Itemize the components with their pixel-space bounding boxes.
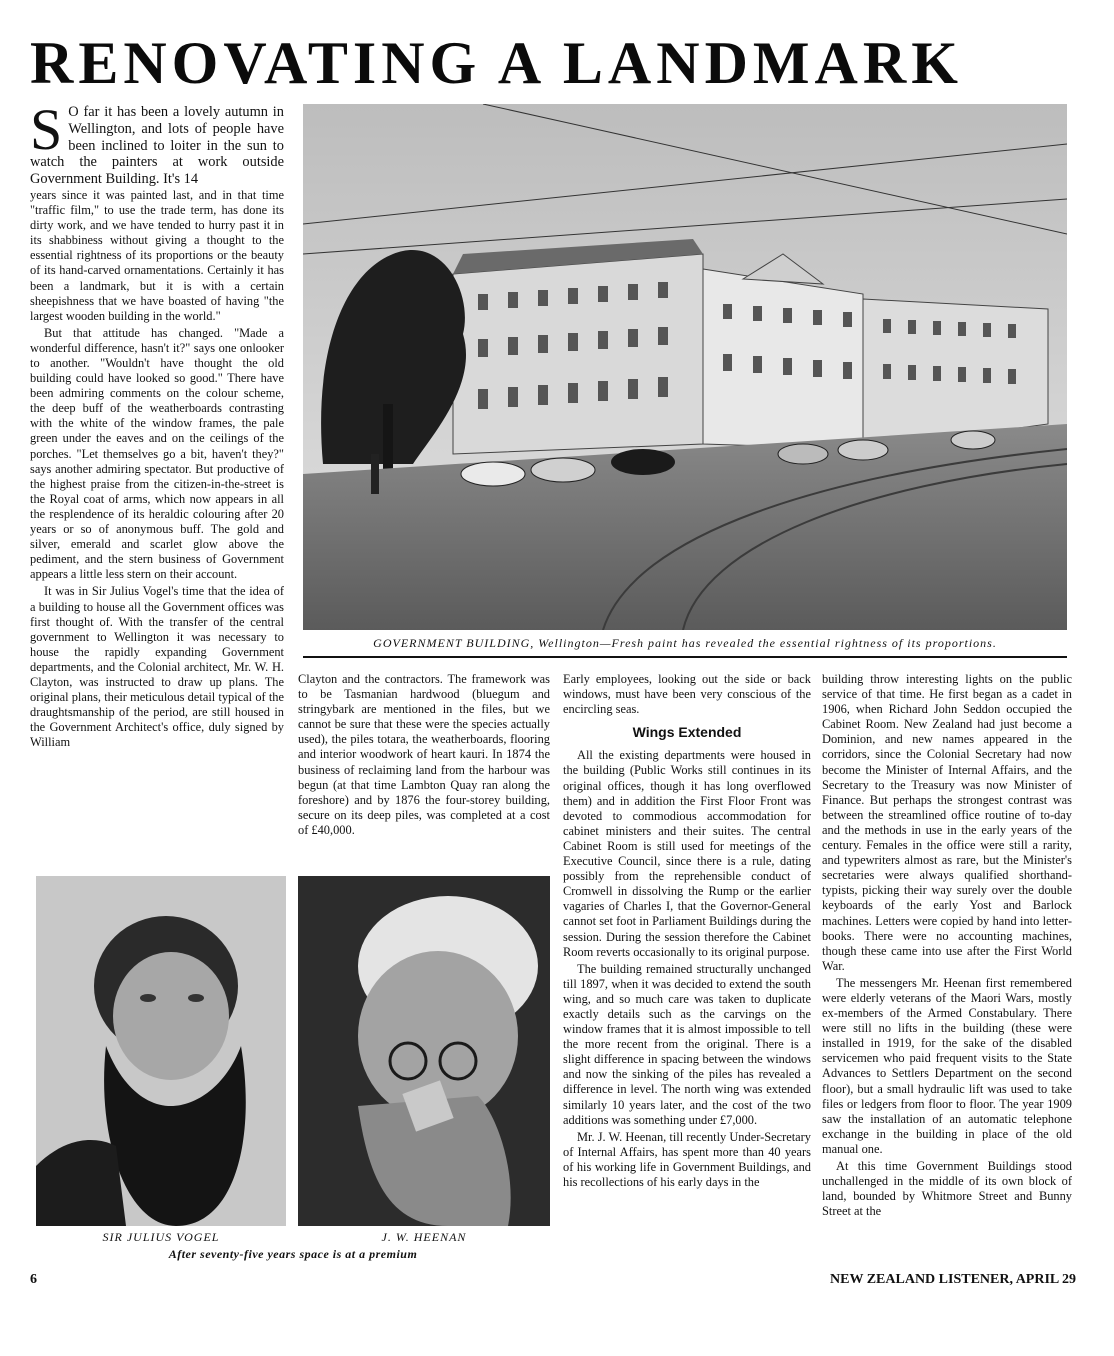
paragraph: Early employees, looking out the side or back windows, must have been very conscious of the encircling seas. xyxy=(563,672,811,717)
building-illustration xyxy=(303,104,1067,630)
column-2 xyxy=(298,672,550,840)
page-number: 6 xyxy=(30,1272,37,1287)
heenan-portrait xyxy=(298,876,550,1226)
paragraph: It was in Sir Julius Vogel's time that the idea of a building to house all the Government offices was first thought of. With the transfer of the central government to Wellington it was necessary to house the rapidly expanding Government departments, and the Colonial architect, Mr. W. H. Clayton, was instructed to draw up plans. The original plans, their meticulous detail typical of the draughtsmanship of the period, are still housed in the Government Architect's office, duly signed by William xyxy=(30,584,284,750)
paragraph: Clayton and the contractors. The framework was to be Tasmanian hardwood (bluegum and stringybark are mentioned in the files, but we cannot be sure that these were the species actually used), the piles totara, the weatherboards, flooring and interior woodwork of heart kauri. In 1874 the business of reclaiming land from the harbour was begun (at that time Lambton Quay ran along the foreshore) and by 1876 the four-storey building, secure on its deep piles, was completed at a cost of £40,000. xyxy=(298,672,550,837)
column-1 xyxy=(30,97,284,752)
paragraph: But that attitude has changed. "Made a wonderful difference, hasn't it?" says one onlooker to another. "Wouldn't have thought the old building could have looked so good." There have been admiring comments on the colour scheme, the deep buff of the weatherboards contrasting with the white of the window frames, the pale green under the eaves and on the ceilings of the porches. "Let themselves go a bit, haven't they?" says another admiring spectator. But productive of the highest praise from the citizen-in-the-street is the Royal coat of arms, which now appears in all the resplendence of its heraldic colouring after 20 years or so of anonymous buff. The gold and silver, emerald and scarlet glow above the pediment, and the stern business of Government appears a little less stern on their account. xyxy=(30,325,284,582)
paragraph: building throw interesting lights on the public service of that time. He first began as a cadet in 1906, when Richard John Seddon occupied the Cabinet Room. New Zealand had just become a Dominion, and new names appeared in the corridors, since the Colonial Secretary had now become the Minister of Internal Affairs, and the Secretary to the Treasury was now Minister of Finance. But perhaps the strongest contrast was between the streamlined office routine of to-day and the methods in use in the early years of the century. Females in the office were still a rarity, and typewriters almost as rare, but the Minister's secretaries were always qualified shorthand-typists, picking their way surely over the double keyboards of the early Yost and Barlock machines. Letters were copied by hand into letter-books. There were no accounting machines, though these came into use after the First World War. xyxy=(822,672,1072,973)
government-building-photo xyxy=(303,104,1067,630)
dropcap: S xyxy=(30,97,63,162)
vogel-caption: SIR JULIUS VOGEL xyxy=(102,1230,220,1244)
paragraph: At this time Government Buildings stood unchallenged in the middle of its own block of land, bounded by Whitmore Street and Bunny Street at the xyxy=(822,1159,1072,1219)
headline: RENOVATING A LANDMARK xyxy=(30,30,963,96)
shared-caption: After seventy-five years space is at a premium xyxy=(168,1247,418,1261)
lead-paragraph xyxy=(30,97,284,188)
paragraph: Mr. J. W. Heenan, till recently Under-Secretary of Internal Affairs, has spent more than 40 years of his working life in Government Buildings, and his recollections of his early days in the xyxy=(563,1129,811,1189)
julius-vogel-portrait xyxy=(36,876,286,1226)
lead-text: O far it has been a lovely autumn in Wellington, and lots of people have been inclined to loiter in the sun to watch the painters at work outside Government Building. It's 14 xyxy=(30,104,284,188)
paragraph: The messengers Mr. Heenan first remembered were elderly veterans of the Maori Wars, mostly ex-members of the Armed Constabulary. There were still no lifts in the building (these were installed in 1919, for the sake of the disabled servicemen who paid frequent visits to the State Advances to Settlers Department on the second floor), but a small hydraulic lift was used to take files or ledgers from floor to floor. The year 1909 saw the installation of an automatic telephone exchange in the building in place of the old manual one. xyxy=(822,975,1072,1156)
paragraph: All the existing departments were housed in the building (Public Works still continues in its original offices, though it has long overflowed them) and in addition the First Floor Front was devoted to commodious accommodation for cabinet ministers and their suites. The central Cabinet Room is still used for meetings of the Executive Council, since there is a rule, dating possibly from the reprehensible conduct of Cromwell in dissolving the Rump or the earlier vagaries of Charles I, that the Governor-General cannot set foot in Parliament Buildings during the session. During the session therefore the Cabinet Room reverts occasionally to its original purpose. xyxy=(563,748,811,959)
column-4 xyxy=(822,672,1072,1221)
publication-footer: NEW ZEALAND LISTENER, APRIL 29 xyxy=(830,1272,1076,1287)
vogel-illustration xyxy=(36,876,286,1226)
main-photo-caption: GOVERNMENT BUILDING, Wellington—Fresh paint has revealed the essential rightness of its proportions. xyxy=(373,636,997,650)
divider xyxy=(303,656,1067,658)
paragraph: years since it was painted last, and in that time "traffic film," to use the trade term, has done its dirty work, and we have tended to hurry past it in its shabbiness without giving a thought to the essential rightness of its proportions or the beauty of its hand-carved ornamentations. Certainly it has been a landmark, but it is with a certain sheepishness that we have boasted of having "the largest wooden building in the world." xyxy=(30,187,284,323)
section-subhead: Wings Extended xyxy=(632,724,742,741)
paragraph: The building remained structurally unchanged till 1897, when it was decided to extend the south wing, and so much care was taken to duplicate exactly details such as the carvings on the window frames that it is almost impossible to tell the more recent from the original. There is a slight difference in spacing between the windows and now the sinking of the piles has revealed a difference in level. The north wing was extended similarly 10 years later, and the cost of the two additions was something under £7,000. xyxy=(563,961,811,1127)
heenan-illustration xyxy=(298,876,550,1226)
column-3 xyxy=(563,672,811,1192)
heenan-caption: J. W. HEENAN xyxy=(381,1230,467,1244)
